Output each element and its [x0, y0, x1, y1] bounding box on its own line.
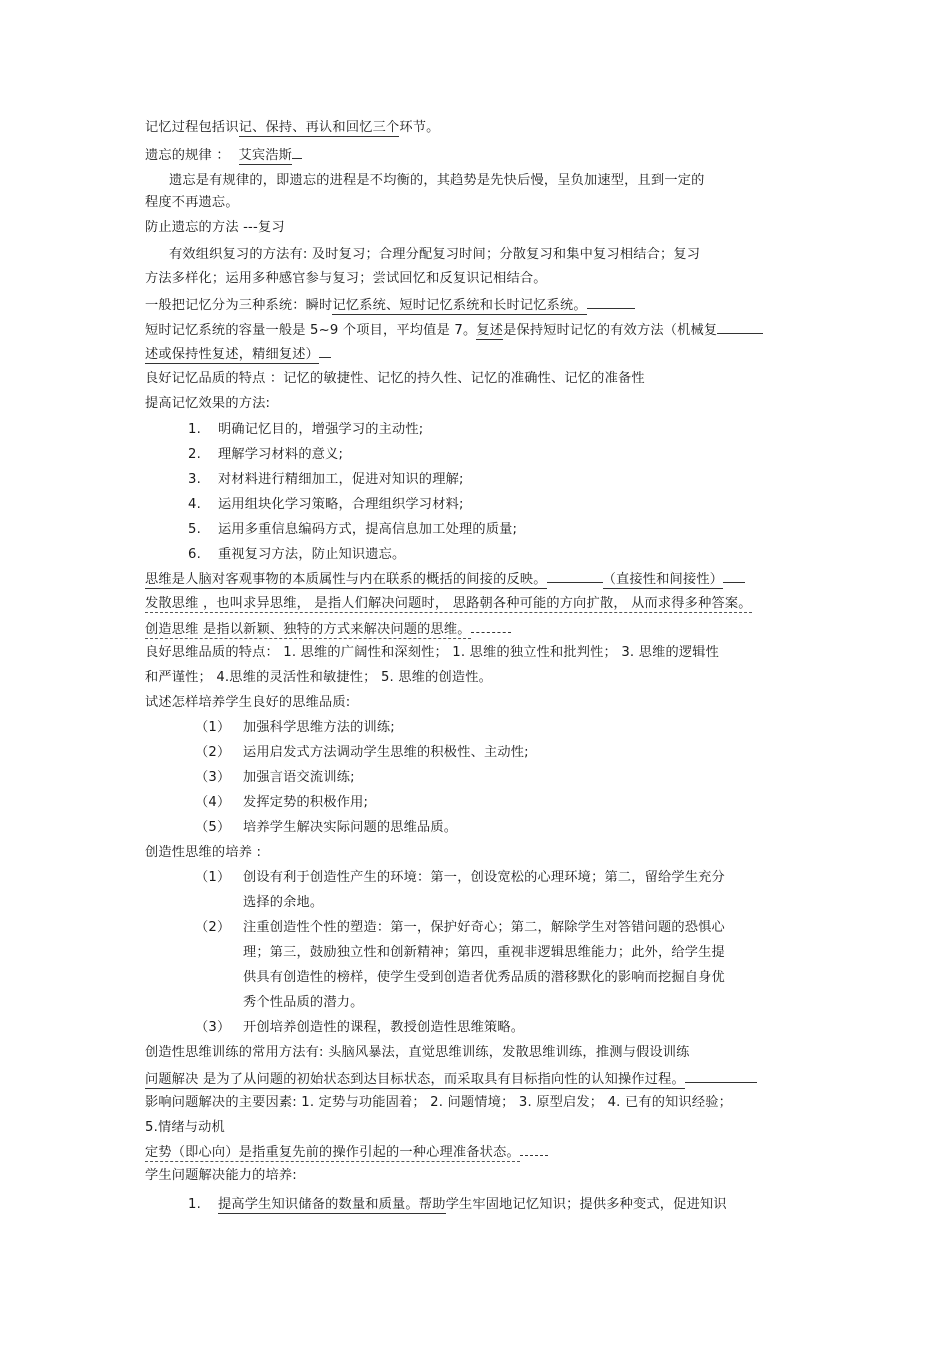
underlined-text: 思维是人脑对客观事物的本质属性与内在联系的概括的间接的反映。 [145, 572, 547, 587]
underline-gap [723, 568, 745, 583]
item-text: 运用组块化学习策略，合理组织学习材料; [218, 497, 464, 512]
item-number: 3. [188, 472, 201, 487]
item-text: 运用多重信息编码方式，提高信息加工处理的质量; [218, 522, 518, 537]
text-line: 和严谨性； 4.思维的灵活性和敏捷性； 5. 思维的创造性。 [145, 670, 493, 685]
text-line: 创造性思维的培养 : [145, 845, 262, 860]
line-text: 环节。 [399, 120, 440, 135]
item-text: 开创培养创造性的课程，教授创造性思维策略。 [243, 1020, 525, 1035]
text-line: 影响问题解决的主要因素: 1. 定势与功能固着； 2. 问题情境； 3. 原型启发； 4. 已有的知识经验； [145, 1095, 733, 1110]
list-item [188, 495, 464, 515]
text-line: 理；第三，鼓励独立性和创新精神；第四，重视非逻辑思维能力；此外，给学生提 [243, 945, 725, 960]
item-number: （5） [195, 820, 231, 835]
item-number: （1） [195, 720, 231, 735]
text-line: 5.情绪与动机 [145, 1120, 225, 1135]
text-line: 良好记忆品质的特点 ：记忆的敏捷性、记忆的持久性、记忆的准确性、记忆的准备性 [145, 371, 645, 386]
text-line [145, 343, 331, 365]
item-number: 5. [188, 522, 201, 537]
item-number: （4） [195, 795, 231, 810]
text-line: 供具有创造性的榜样，使学生受到创造者优秀品质的潜移默化的影响而挖掘自身优 [243, 970, 725, 985]
item-text: 明确记忆目的，增强学习的主动性; [218, 422, 424, 437]
text-line: 创造性思维训练的常用方法有: 头脑风暴法，直觉思维训练，发散思维训练，推测与假设训练 [145, 1045, 690, 1060]
list-item [195, 793, 368, 813]
text-line: 有效组织复习的方法有: 及时复习；合理分配复习时间；分散复习和集中复习相结合；复习 [169, 247, 701, 262]
item-text: 加强言语交流训练; [243, 770, 355, 785]
text-line: 方法多样化；运用多种感官参与复习；尝试回忆和反复识记相结合。 [145, 271, 547, 286]
underlined-text: 记、保持、再认和回忆三个 [238, 120, 400, 135]
item-text: 注重创造性个性的塑造：第一，保护好奇心；第二，解除学生对答错问题的恐惧心 [243, 920, 725, 935]
list-item [188, 545, 405, 565]
line-text: 记忆过程包括识 [145, 120, 239, 135]
text-line [145, 144, 302, 166]
underlined-text: 述或保持性复述，精细复述） [145, 347, 320, 362]
line-text: 是保持短时记忆的有效方法（机械复 [503, 323, 718, 338]
underline-gap [587, 294, 635, 309]
underlined-text: （直接性和间接性） [602, 572, 724, 587]
item-text: 对材料进行精细加工，促进对知识的理解; [218, 472, 464, 487]
underline-gap [471, 618, 511, 633]
item-number: （3） [195, 1020, 231, 1035]
text-line: 选择的余地。 [243, 895, 324, 910]
item-number: 4. [188, 497, 201, 512]
text-line: 良好思维品质的特点： 1. 思维的广阔性和深刻性； 1. 思维的独立性和批判性； 3. 思维的逻辑性 [145, 645, 720, 660]
list-item [195, 868, 725, 888]
text-line: 遗忘是有规律的，即遗忘的进程是不均衡的，其趋势是先快后慢，呈负加速型，且到一定的 [169, 173, 705, 188]
text-line: 提高记忆效果的方法: [145, 396, 271, 411]
list-item [195, 1018, 524, 1038]
underline-gap [547, 568, 603, 583]
underline-gap [717, 319, 763, 334]
item-text: 创设有利于创造性产生的环境：第一，创设宽松的心理环境；第二，留给学生充分 [243, 870, 725, 885]
list-item [188, 470, 464, 490]
list-item [195, 918, 725, 938]
list-item [188, 520, 517, 540]
item-text: 发挥定势的积极作用; [243, 795, 369, 810]
list-item [195, 768, 355, 788]
underlined-text: 复述 [476, 323, 504, 338]
list-item [188, 445, 343, 465]
underlined-text: 记忆系统、短时记忆系统和长时记忆系统。 [332, 298, 587, 313]
text-line: 学生问题解决能力的培养: [145, 1168, 297, 1183]
line-text: 遗忘的规律 ： [145, 148, 230, 163]
list-item [195, 718, 395, 738]
text-line [145, 618, 511, 640]
item-text: 重视复习方法，防止知识遗忘。 [218, 547, 406, 562]
underlined-text: 问题解决 是为了从问题的初始状态到达目标状态，而采取具有目标指向性的认知操作过程。 [145, 1072, 685, 1087]
line-text: 短时记忆系统的容量一般是 5~9 个项目，平均值是 7。 [145, 323, 477, 338]
text-line [145, 118, 440, 138]
text-line [145, 1141, 548, 1163]
item-text: 加强科学思维方法的训练; [243, 720, 395, 735]
text-line: 防止遗忘的方法 ---复习 [145, 220, 285, 235]
item-number: 1. [188, 422, 201, 437]
item-number: （3） [195, 770, 231, 785]
list-item [195, 743, 529, 763]
line-text: 一般把记忆分为三种系统：瞬时 [145, 298, 333, 313]
underlined-text: 艾宾浩斯 [238, 148, 293, 163]
text-line [145, 319, 763, 341]
text-line [145, 594, 752, 614]
underline-gap [685, 1068, 757, 1083]
item-number: 6. [188, 547, 201, 562]
item-number: （2） [195, 745, 231, 760]
item-number: （1） [195, 870, 231, 885]
underlined-text: 定势（即心向）是指重复先前的操作引起的一种心理准备状态。 [145, 1145, 520, 1160]
item-text: 学生牢固地记忆知识；提供多种变式，促进知识 [445, 1197, 727, 1212]
item-text: 运用启发式方法调动学生思维的积极性、主动性; [243, 745, 529, 760]
list-item [188, 420, 423, 440]
item-text: 理解学习材料的意义; [218, 447, 344, 462]
text-line [145, 294, 635, 316]
underlined-text: 发散思维 ，也叫求异思维， 是指人们解决问题时， 思路朝各种可能的方向扩散， 从而求得多种答案。 [145, 596, 752, 611]
underline-gap [520, 1141, 548, 1156]
text-line: 试述怎样培养学生良好的思维品质: [145, 695, 351, 710]
underline-gap [319, 343, 331, 358]
list-item [195, 818, 457, 838]
underlined-text: 创造思维 是指以新颖、独特的方式来解决问题的思维。 [145, 622, 471, 637]
text-line [145, 568, 745, 590]
item-number: 1. [188, 1197, 201, 1212]
text-line: 程度不再遗忘。 [145, 195, 239, 210]
underlined-text: 提高学生知识储备的数量和质量。帮助 [218, 1197, 446, 1212]
item-text: 培养学生解决实际问题的思维品质。 [243, 820, 458, 835]
underline-gap [292, 144, 302, 159]
text-line [145, 1068, 757, 1090]
item-number: 2. [188, 447, 201, 462]
item-number: （2） [195, 920, 231, 935]
list-item [188, 1195, 727, 1215]
text-line: 秀个性品质的潜力。 [243, 995, 364, 1010]
